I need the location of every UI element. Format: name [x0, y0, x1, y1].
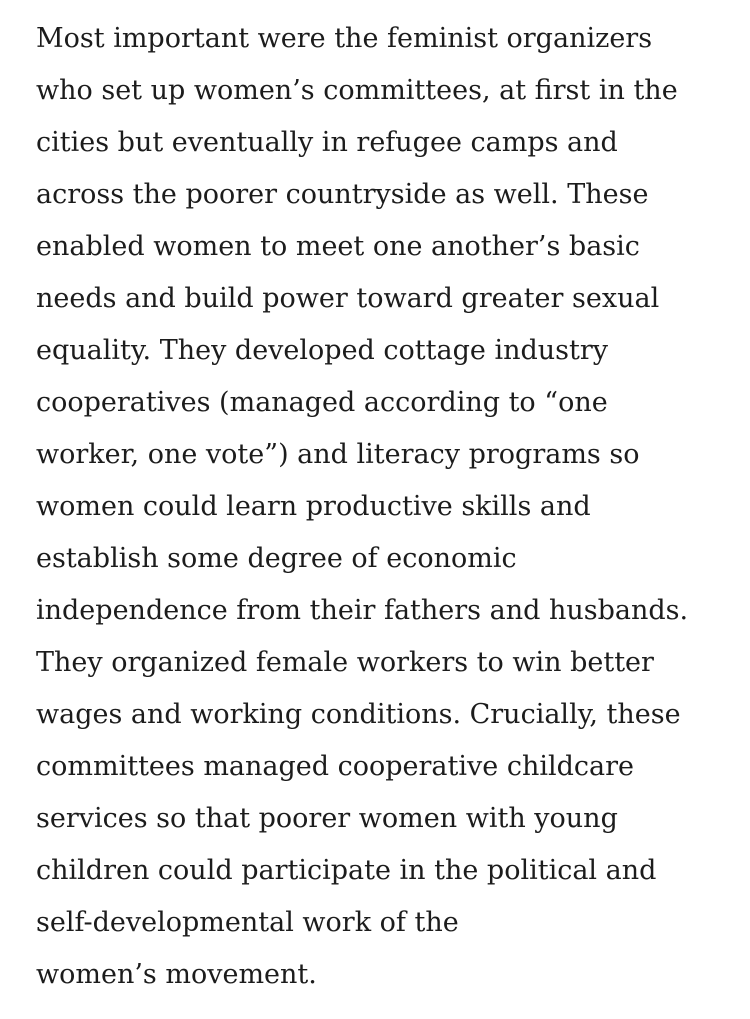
paragraph-line: across the poorer countryside as well. These	[36, 179, 649, 210]
paragraph-line: establish some degree of economic	[36, 543, 517, 574]
article-paragraph	[36, 13, 736, 1001]
paragraph-line: women’s movement.	[36, 959, 317, 990]
paragraph-line: self-developmental work of the	[36, 907, 459, 938]
paragraph-line: wages and working conditions. Crucially, these	[36, 699, 681, 730]
paragraph-line: women could learn productive skills and	[36, 491, 591, 522]
paragraph-line: Most important were the feminist organizers	[36, 23, 653, 54]
paragraph-line: enabled women to meet one another’s basic	[36, 231, 640, 262]
paragraph-line: equality. They developed cottage industry	[36, 335, 609, 366]
paragraph-line: worker, one vote”) and literacy programs so	[36, 439, 640, 470]
paragraph-line: services so that poorer women with young	[36, 803, 618, 834]
paragraph-line: children could participate in the political and	[36, 855, 657, 886]
paragraph-line: They organized female workers to win better	[36, 647, 654, 678]
article-body	[36, 13, 736, 1001]
paragraph-line: independence from their fathers and husbands.	[36, 595, 689, 626]
paragraph-line: cities but eventually in refugee camps and	[36, 127, 618, 158]
paragraph-line: who set up women’s committees, at first in the	[36, 75, 678, 106]
paragraph-line: committees managed cooperative childcare	[36, 751, 634, 782]
paragraph-line: cooperatives (managed according to “one	[36, 387, 608, 418]
paragraph-line: needs and build power toward greater sexual	[36, 283, 660, 314]
